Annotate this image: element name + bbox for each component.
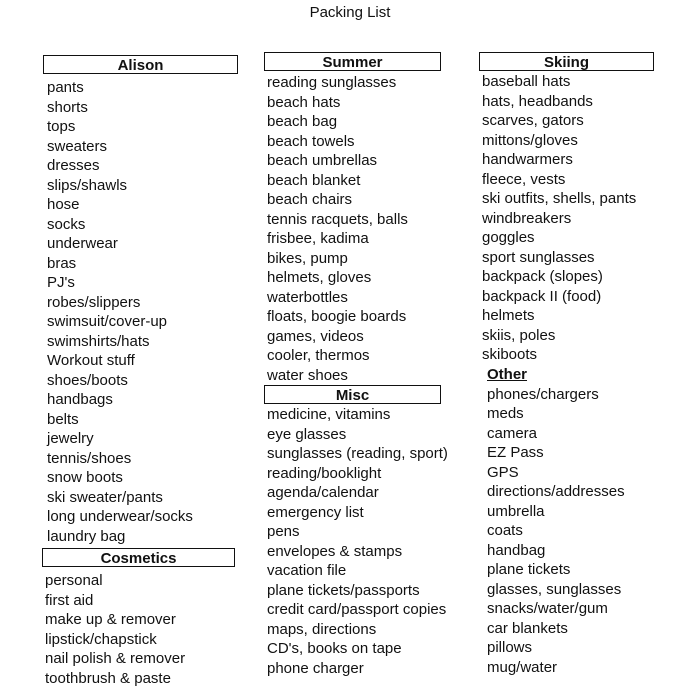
- misc-item: envelopes & stamps: [267, 542, 448, 562]
- alison-item: PJ's: [47, 273, 193, 293]
- other-item: coats: [487, 521, 625, 541]
- cosmetics-item: lipstick/chapstick: [45, 630, 185, 650]
- cosmetics-item: toothbrush & paste: [45, 669, 185, 688]
- skiing-item: skiboots: [482, 345, 636, 365]
- misc-item: medicine, vitamins: [267, 405, 448, 425]
- alison-item: ski sweater/pants: [47, 488, 193, 508]
- skiing-item: sport sunglasses: [482, 248, 636, 268]
- summer-item: beach umbrellas: [267, 151, 408, 171]
- summer-item: beach towels: [267, 132, 408, 152]
- alison-item: tops: [47, 117, 193, 137]
- misc-item: reading/booklight: [267, 464, 448, 484]
- skiing-item: fleece, vests: [482, 170, 636, 190]
- alison-item: robes/slippers: [47, 293, 193, 313]
- skiing-item: goggles: [482, 228, 636, 248]
- cosmetics-list: [45, 571, 185, 688]
- summer-item: tennis racquets, balls: [267, 210, 408, 230]
- skiing-list: [482, 72, 636, 365]
- alison-item: Workout stuff: [47, 351, 193, 371]
- alison-item: swimsuit/cover-up: [47, 312, 193, 332]
- page-title: Packing List: [0, 4, 700, 21]
- alison-item: long underwear/socks: [47, 507, 193, 527]
- summer-item: helmets, gloves: [267, 268, 408, 288]
- other-item: snacks/water/gum: [487, 599, 625, 619]
- alison-item: belts: [47, 410, 193, 430]
- skiing-item: baseball hats: [482, 72, 636, 92]
- other-item: GPS: [487, 463, 625, 483]
- cosmetics-item: make up & remover: [45, 610, 185, 630]
- misc-item: credit card/passport copies: [267, 600, 448, 620]
- summer-item: bikes, pump: [267, 249, 408, 269]
- alison-item: jewelry: [47, 429, 193, 449]
- misc-item: maps, directions: [267, 620, 448, 640]
- alison-item: slips/shawls: [47, 176, 193, 196]
- alison-item: underwear: [47, 234, 193, 254]
- misc-item: phone charger: [267, 659, 448, 679]
- skiing-item: handwarmers: [482, 150, 636, 170]
- skiing-item: ski outfits, shells, pants: [482, 189, 636, 209]
- misc-item: emergency list: [267, 503, 448, 523]
- skiing-header: Skiing: [479, 52, 654, 71]
- summer-item: reading sunglasses: [267, 73, 408, 93]
- cosmetics-header: Cosmetics: [42, 548, 235, 567]
- misc-item: CD's, books on tape: [267, 639, 448, 659]
- other-item: mug/water: [487, 658, 625, 678]
- skiing-item: skiis, poles: [482, 326, 636, 346]
- skiing-item: backpack II (food): [482, 287, 636, 307]
- cosmetics-item: nail polish & remover: [45, 649, 185, 669]
- misc-item: plane tickets/passports: [267, 581, 448, 601]
- skiing-item: helmets: [482, 306, 636, 326]
- alison-item: tennis/shoes: [47, 449, 193, 469]
- skiing-item: mittons/gloves: [482, 131, 636, 151]
- alison-item: hose: [47, 195, 193, 215]
- other-item: glasses, sunglasses: [487, 580, 625, 600]
- alison-item: socks: [47, 215, 193, 235]
- alison-item: shorts: [47, 98, 193, 118]
- skiing-item: hats, headbands: [482, 92, 636, 112]
- summer-item: water shoes: [267, 366, 408, 386]
- cosmetics-item: personal: [45, 571, 185, 591]
- skiing-item: backpack (slopes): [482, 267, 636, 287]
- alison-item: snow boots: [47, 468, 193, 488]
- summer-item: beach bag: [267, 112, 408, 132]
- alison-list: [47, 78, 193, 546]
- other-item: umbrella: [487, 502, 625, 522]
- other-item: plane tickets: [487, 560, 625, 580]
- summer-item: cooler, thermos: [267, 346, 408, 366]
- misc-item: eye glasses: [267, 425, 448, 445]
- alison-item: swimshirts/hats: [47, 332, 193, 352]
- skiing-item: windbreakers: [482, 209, 636, 229]
- misc-item: sunglasses (reading, sport): [267, 444, 448, 464]
- alison-item: laundry bag: [47, 527, 193, 547]
- alison-item: sweaters: [47, 137, 193, 157]
- other-item: EZ Pass: [487, 443, 625, 463]
- summer-item: frisbee, kadima: [267, 229, 408, 249]
- summer-item: beach hats: [267, 93, 408, 113]
- misc-item: agenda/calendar: [267, 483, 448, 503]
- alison-header: Alison: [43, 55, 238, 74]
- alison-item: bras: [47, 254, 193, 274]
- other-item: handbag: [487, 541, 625, 561]
- misc-list: [267, 405, 448, 678]
- alison-item: pants: [47, 78, 193, 98]
- other-item: meds: [487, 404, 625, 424]
- summer-item: beach blanket: [267, 171, 408, 191]
- summer-item: floats, boogie boards: [267, 307, 408, 327]
- misc-item: pens: [267, 522, 448, 542]
- other-item: car blankets: [487, 619, 625, 639]
- misc-header: Misc: [264, 385, 441, 404]
- summer-header: Summer: [264, 52, 441, 71]
- summer-item: beach chairs: [267, 190, 408, 210]
- cosmetics-item: first aid: [45, 591, 185, 611]
- other-list: [487, 365, 625, 677]
- alison-item: shoes/boots: [47, 371, 193, 391]
- summer-item: waterbottles: [267, 288, 408, 308]
- other-item: camera: [487, 424, 625, 444]
- other-header: Other: [487, 365, 625, 385]
- other-item: pillows: [487, 638, 625, 658]
- summer-list: [267, 73, 408, 385]
- alison-item: handbags: [47, 390, 193, 410]
- skiing-item: scarves, gators: [482, 111, 636, 131]
- misc-item: vacation file: [267, 561, 448, 581]
- other-item: phones/chargers: [487, 385, 625, 405]
- summer-item: games, videos: [267, 327, 408, 347]
- alison-item: dresses: [47, 156, 193, 176]
- other-item: directions/addresses: [487, 482, 625, 502]
